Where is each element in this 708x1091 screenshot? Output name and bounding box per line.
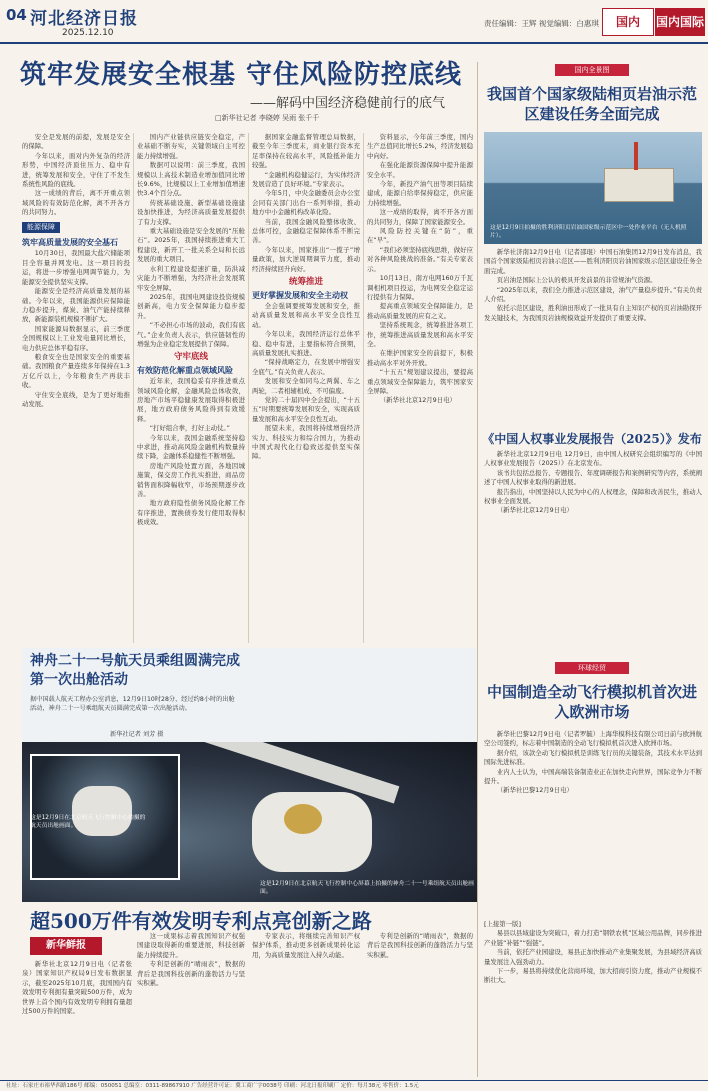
paragraph: 展望未来，我国将持续增强经济实力、科技实力和综合国力，为推动中国式现代化行稳致远提供坚实保障。	[252, 424, 360, 461]
paragraph: 这一成果标志着我国知识产权强国建设取得新的重要进展，科技创新能力持续提升。	[137, 932, 245, 959]
space-article-lead: 据中国载人航天工程办公室消息，12月9日10时28分，经过约8小时的出舱活动，神舟二十一号乘组航天员圆满完成第一次出舱活动。	[30, 696, 235, 712]
paragraph: “2025年以来，我们全力推进示范区建设，油气产量稳步提升。”有关负责人介绍。	[484, 285, 702, 304]
paragraph: 国家能源局数据显示，前三季度全国规模以上工业发电量同比增长，电力供应总体平稳有序。	[22, 324, 130, 352]
paragraph: “十五五”规划建议提出，要提高重点领域安全保障能力，筑牢国家安全屏障。	[367, 368, 473, 395]
paragraph: 10月30日，我国最大盐穴储能项目全容量并网发电。这一项目的投运，将进一步增强电网调节能力，为能源安全提供坚实支撑。	[22, 249, 130, 286]
patent-col-4	[367, 932, 473, 1076]
paragraph: 在强化能源资源保障中提升能源安全水平。	[367, 161, 473, 179]
paragraph: 今年以来，面对内外复杂的经济形势，中国经济顶住压力、稳中有进，统筹发展和安全，守住了不发生系统性风险的底线。	[22, 151, 130, 189]
lead-col-4	[367, 133, 473, 645]
section-subhead: 有效防范化解重点领域风险	[137, 364, 233, 375]
paragraph: “保持战略定力，在发展中增强安全底气。”有关负责人表示。	[252, 358, 360, 376]
paragraph: 据介绍，该款全动飞行模拟机是训练飞行员的关键装备，其技术水平达到国际先进标准。	[484, 748, 702, 767]
paragraph: 房地产风险处置方面，各地因城施策，保交房工作扎实推进，商品房销售面积降幅收窄，市场预期逐步改善。	[137, 461, 245, 499]
right-top-body	[484, 248, 702, 418]
helmet-visor-shape	[284, 804, 322, 834]
lead-article-title: 筑牢发展安全根基 守住风险防控底线	[20, 60, 463, 90]
patent-col-1	[22, 960, 132, 1076]
lead-col-3	[252, 133, 360, 645]
platform-shape	[604, 168, 674, 202]
section-head: 守牢底线	[173, 352, 208, 363]
right-mid-title: 《中国人权事业发展报告（2025）》发布	[482, 432, 702, 446]
column-divider	[363, 133, 364, 643]
paragraph: 守住安全底线，是为了更好地推动发展。	[22, 390, 130, 408]
paragraph: 风险防控关键在“防”，重在“早”。	[367, 227, 473, 245]
paragraph: 新华社北京12月9日电 12月9日，由中国人权研究会组织编写的《中国人权事业发展报告（2025）》在北京发布。	[484, 450, 702, 468]
page-footer: 社址：石家庄市裕华西路186号 邮编：050051 总编室：0311-89867910 广告经营许可证：冀工商广字0038号 印刷：河北日报印刷厂 定价：每月38元 零售价：1.5元	[0, 1080, 708, 1091]
continued-note: [上接第一版]	[484, 920, 521, 928]
paragraph: 能源安全是经济高质量发展的基础。今年以来，我国能源供应保障能力稳步提升，煤炭、油气产能持续释放，新能源装机规模不断扩大。	[22, 287, 130, 324]
paragraph: 专家表示，将继续完善知识产权保护体系，推动更多创新成果转化运用，为高质量发展注入持久动能。	[252, 932, 360, 959]
lead-article-subtitle: ——解码中国经济稳健前行的底气	[250, 96, 446, 111]
paragraph: 近年来，我国稳妥有序推进重点领域风险化解，金融风险总体收敛，房地产市场平稳健康发展取得积极进展，地方政府债务风险得到有效缓释。	[137, 377, 245, 423]
paragraph: 资料显示，今年前三季度，国内生产总值同比增长5.2%，经济发展稳中向好。	[367, 133, 473, 160]
paragraph: “打好组合拳，打好主动仗。”	[149, 424, 230, 433]
paragraph: 数据可以说明：前三季度，我国规模以上高技术制造业增加值同比增长9.6%，比规模以上工业增加值增速快3.4个百分点。	[137, 161, 245, 198]
right-top-title: 我国首个国家级陆相页岩油示范区建设任务全面完成	[486, 85, 697, 123]
edit-info: 责任编辑：王辉 视觉编辑：白惠琪	[484, 19, 599, 28]
paragraph: 据国家金融监督管理总局数据，截至今年三季度末，商业银行资本充足率保持在较高水平，风险抵补能力较强。	[252, 133, 360, 170]
paragraph: 专利是创新的“晴雨表”，数据的背后是我国科技创新的蓬勃活力与坚实积累。	[137, 960, 245, 988]
paragraph: 发展和安全如同鸟之两翼、车之两轮，二者相辅相成、不可偏废。	[252, 377, 360, 395]
patent-article-title: 超500万件有效发明专利点亮创新之路	[30, 909, 372, 933]
paragraph: （新华社北京12月9日电）	[379, 396, 456, 405]
spacewalk-caption-right: 这是12月9日在北京航天飞行控制中心屏幕上拍摄的神舟二十一号乘组航天员出舱画面。	[260, 881, 474, 895]
section-subhead: 筑牢高质量发展的安全基石	[22, 237, 118, 248]
right-top-label: 国内全景图	[555, 64, 629, 76]
lead-article-byline: □新华社记者 李晓婷 吴雨 张千千	[215, 114, 320, 122]
column-divider	[133, 133, 134, 643]
space-article-title: 神舟二十一号航天员乘组圆满完成第一次出舱活动	[30, 653, 240, 688]
space-article-credit: 新华社记者 刘芳 摄	[110, 731, 164, 738]
paragraph: （新华社北京12月9日电）	[496, 506, 573, 515]
paragraph: 国内产业链供应链安全稳定，产业基础不断夯实，关键领域自主可控能力持续增强。	[137, 133, 245, 160]
paragraph: 新华社巴黎12月9日电（记者罗毓）上海华模科技有限公司日前与欧洲航空公司签约，标志着中国制造的全动飞行模拟机首次进入欧洲市场。	[484, 730, 702, 748]
paragraph: 2025年，我国电网建设投资规模创新高，电力安全保障能力稳步提升。	[137, 292, 245, 320]
paragraph: 专利是创新的“晴雨表”，数据的背后是我国科技创新的蓬勃活力与坚实积累。	[367, 932, 473, 959]
paragraph: “金融机构稳健运行，为实体经济发展营造了良好环境。”专家表示。	[252, 170, 360, 189]
paragraph: 易县以县域建设为突破口，着力打造“钢铁农机”区域公用品牌，同步推进产业链“补链”“强链”。	[484, 929, 702, 947]
oilfield-photo-caption: 这是12月9日拍摄的胜利济阳页岩油国家级示范区中一处作业平台（无人机照片）。	[490, 225, 687, 239]
section-head-tag: 能源保障	[22, 222, 60, 233]
right-mid-body	[484, 450, 702, 650]
xinhua-xianbao-tag: 新华鲜报	[30, 937, 102, 955]
paragraph: 这一成绩的背后，离不开重点领域风险的有效防范化解，离不开各方的共同努力。	[22, 189, 130, 217]
derrick-shape	[634, 142, 638, 170]
oilfield-photo	[484, 132, 702, 244]
paragraph: 今年以来，我国金融系统坚持稳中求进，推动高风险金融机构数量持续下降，金融体系稳健性不断增强。	[137, 433, 245, 461]
paragraph: 水利工程建设提速扩量，防洪减灾能力不断增强，为经济社会发展筑牢安全屏障。	[137, 264, 245, 292]
paragraph: 这一成绩的取得，离不开各方面的共同努力，保障了国家能源安全。	[367, 208, 473, 226]
paragraph: 当前，我国金融风险整体收敛、总体可控，金融稳定保障体系不断完善。	[252, 217, 360, 245]
paragraph: 党的二十届四中全会提出，“十五五”时期要统筹发展和安全，实现高质量发展和高水平安全良性互动。	[252, 395, 360, 423]
paragraph: 全会强调要统筹发展和安全，推动高质量发展和高水平安全良性互动。	[252, 301, 360, 329]
paragraph: 页岩油是国际上公认的极具开发前景的非常规油气资源。	[496, 276, 657, 285]
paragraph: 今年，新投产油气田等项目陆续建成，能源自给率保持稳定，供应能力持续增强。	[367, 180, 473, 207]
paragraph: 下一步，易县将持续优化营商环境，加大招商引资力度，推动产业规模不断壮大。	[484, 967, 702, 985]
paragraph: 坚持系统观念，统筹推进各项工作，统筹推进高质量发展和高水平安全。	[367, 321, 473, 348]
section-subhead: 更好掌握发展和安全主动权	[252, 289, 348, 300]
section-tag-secondary: 国内	[602, 8, 654, 36]
continued-article	[484, 920, 702, 1076]
patent-col-2	[137, 932, 245, 1076]
paragraph: 报告指出，中国坚持以人民为中心的人权理念，保障和改善民生，推动人权事业全面发展。	[484, 487, 702, 506]
lead-col-1	[22, 133, 130, 645]
paragraph: 当前，依托产业园建设，易县正加快推动产业集聚发展，为县域经济高质量发展注入强劲动力。	[484, 948, 702, 966]
paragraph: 传统基础设施、新型基础设施建设加快推进，为经济高质量发展提供了有力支撑。	[137, 198, 245, 226]
paragraph: 业内人士认为，中国高端装备制造业正在加快走向世界，国际竞争力不断提升。	[484, 767, 702, 786]
patent-col-3	[252, 932, 360, 1076]
paragraph: 10月13日，南方电网160万千瓦调相机项目投运，为电网安全稳定运行提供有力保障。	[367, 274, 473, 301]
paragraph: 今年5月，中央金融委员会办公室会同有关部门出台一系列举措，推动地方中小金融机构改革化险。	[252, 189, 360, 217]
paper-name: 河北经济日报	[30, 9, 138, 29]
paragraph: 依托示范区建设，胜利油田形成了一批具有自主知识产权的页岩油勘探开发关键技术，为我国页岩油规模效益开发提供了重要支撑。	[484, 304, 702, 322]
paragraph: 新华社北京12月9日电（记者张泉）国家知识产权局9日发布数据显示，截至2025年10月底，我国国内有效发明专利拥有量突破500万件，成为世界上首个国内有效发明专利拥有量超过500万件的国家。	[22, 960, 132, 1016]
right-bottom-label: 环球经贸	[555, 662, 629, 674]
paragraph: （新华社巴黎12月9日电）	[496, 786, 573, 795]
paragraph: 提高重点领域安全保障能力，是推动高质量发展的应有之义。	[367, 302, 473, 320]
paragraph: 重大基础设施是安全发展的“压舱石”。2025年，我国持续推进重大工程建设，新开工一批关系全局和长远发展的重大项目。	[137, 227, 245, 264]
paragraph: 在维护国家安全的前提下，积极推动高水平对外开放。	[367, 349, 473, 367]
section-tag-primary: 国内国际	[655, 8, 705, 36]
lead-col-2	[137, 133, 245, 645]
right-bottom-body	[484, 730, 702, 915]
column-divider	[248, 133, 249, 643]
paragraph: “不必担心市场的波动，我们有底气。”企业负责人表示，供应链韧性的增强为企业稳定发展提供了保障。	[137, 321, 245, 348]
paragraph: 地方政府隐性债务风险化解工作有序推进，置换债券发行使用取得积极成效。	[137, 499, 245, 527]
page-header	[0, 0, 708, 44]
paragraph: 安全是发展的前提，发展是安全的保障。	[22, 133, 130, 151]
paragraph: “我们必须坚持底线思维，做好应对各种风险挑战的准备。”有关专家表示。	[367, 245, 473, 273]
page-number: 04	[6, 6, 27, 24]
spacewalk-caption-left: 这是12月9日在北京航天飞行控制中心拍摄的航天员出舱画面。	[30, 815, 146, 829]
paragraph: 新华社济南12月9日电（记者邵琨）中国石油集团12月9日发布消息，我国首个国家级陆相页岩油示范区——胜利济阳页岩油国家级示范区建设任务全面完成。	[484, 248, 702, 275]
paper-date: 2025.12.10	[62, 28, 114, 38]
paragraph: 今年以来，国家推出“一揽子”增量政策，加大逆周期调节力度，推动经济持续回升向好。	[252, 245, 360, 273]
paragraph: 该书共包括总报告、专题报告、年度调研报告和案例研究等内容，系统阐述了中国人权事业取得的新进展。	[484, 468, 702, 487]
paragraph: 今年以来，我国经济运行总体平稳、稳中有进，主要指标符合预期，高质量发展扎实推进。	[252, 330, 360, 357]
right-bottom-title: 中国制造全动飞行模拟机首次进入欧洲市场	[486, 683, 697, 721]
section-head: 统筹推进	[288, 277, 323, 288]
paragraph: 粮食安全也是国家安全的重要基础。我国粮食产量连续多年保持在1.3万亿斤以上，今年粮食生产再获丰收。	[22, 352, 130, 390]
